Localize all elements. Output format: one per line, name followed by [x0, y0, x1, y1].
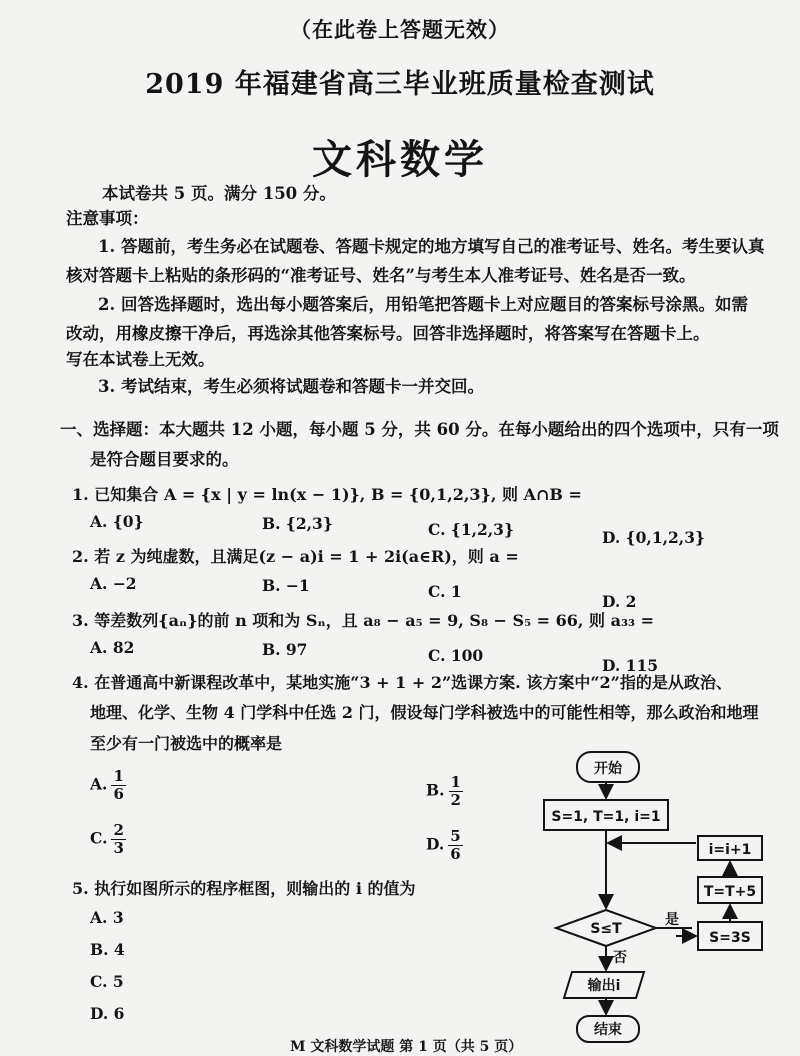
note-line: 改动，用橡皮擦干净后，再选涂其他答案标号。回答非选择题时，将答案写在答题卡上。	[66, 324, 710, 343]
option-label: A.	[90, 774, 108, 794]
question-3-option-b: B. 97	[262, 640, 308, 659]
note-line: 写在本试卷上无效。	[66, 350, 215, 369]
question-1-option-a: A. {0}	[90, 512, 144, 531]
section-heading: 一、选择题：本大题共 12 小题，每小题 5 分，共 60 分。在每小题给出的四个选项中，只有一项	[60, 420, 779, 439]
question-4-option-b	[426, 774, 463, 809]
question-1-option-c: C. {1,2,3}	[428, 520, 514, 539]
init-label: S=1, T=1, i=1	[551, 809, 661, 825]
denominator: 6	[113, 785, 124, 803]
question-5-stem: 5. 执行如图所示的程序框图，则输出的 i 的值为	[72, 879, 416, 898]
update-t-label: T=T+5	[703, 884, 757, 900]
fraction	[448, 828, 462, 863]
question-4-stem: 4. 在普通高中新课程改革中，某地实施“3 + 1 + 2”选课方案. 该方案中“2”指的是从政治、	[72, 673, 732, 692]
note-line: 1. 答题前，考生务必在试题卷、答题卡规定的地方填写自己的准考证号、姓名。考生要认真	[98, 237, 765, 256]
question-3-option-d: D. 115	[602, 656, 659, 675]
question-1-stem: 1. 已知集合 A = {x | y = ln(x − 1)}, B = {0,1,2,3}, 则 A∩B =	[72, 485, 582, 504]
numerator: 1	[113, 767, 124, 785]
section-heading-cont: 是符合题目要求的。	[90, 450, 239, 469]
start-label: 开始	[594, 761, 622, 777]
question-4-stem-cont: 地理、化学、生物 4 门学科中任选 2 门，假设每门学科被选中的可能性相等，那么政治和地理	[90, 703, 759, 722]
note-line: 3. 考试结束，考生必须将试题卷和答题卡一并交回。	[98, 377, 484, 396]
page-footer: M 文科数学试题 第 1 页（共 5 页）	[290, 1039, 523, 1055]
question-3-option-c: C. 100	[428, 646, 484, 665]
no-label: 否	[613, 950, 627, 966]
numerator: 5	[450, 827, 461, 845]
fraction	[449, 774, 463, 809]
update-s-label: S=3S	[709, 930, 751, 946]
question-4-option-d	[426, 828, 463, 863]
yes-label: 是	[665, 912, 679, 928]
question-3-option-a: A. 82	[90, 638, 135, 657]
option-label: D.	[426, 834, 445, 854]
numerator: 2	[113, 821, 124, 839]
option-label: B.	[426, 780, 445, 800]
exam-title: 2019 年福建省高三毕业班质量检查测试	[145, 69, 655, 100]
question-1-option-b: B. {2,3}	[262, 514, 333, 533]
question-3-stem: 3. 等差数列{aₙ}的前 n 项和为 Sₙ，且 a₈ − a₅ = 9, S₈ − S₅ = 66, 则 a₃₃ =	[72, 611, 654, 630]
question-2-option-c: C. 1	[428, 582, 462, 601]
question-2-stem: 2. 若 z 为纯虚数，且满足(z − a)i = 1 + 2i(a∈R)，则 a =	[72, 547, 519, 566]
question-4-stem-cont: 至少有一门被选中的概率是	[90, 734, 283, 753]
option-label: C.	[90, 828, 108, 848]
question-4-option-c	[90, 822, 126, 857]
fraction	[111, 822, 125, 857]
question-5-option-c: C. 5	[90, 972, 124, 991]
update-i-label: i=i+1	[708, 842, 752, 858]
question-2-option-d: D. 2	[602, 592, 637, 611]
exam-summary: 本试卷共 5 页。满分 150 分。	[102, 184, 336, 203]
denominator: 3	[113, 839, 124, 857]
end-label: 结束	[594, 1022, 622, 1038]
question-5-option-d: D. 6	[90, 1004, 125, 1023]
note-line: 2. 回答选择题时，选出每小题答案后，用铅笔把答题卡上对应题目的答案标号涂黑。如需	[98, 295, 748, 314]
numerator: 1	[450, 773, 461, 791]
subject-title: 文科数学	[312, 136, 488, 183]
question-2-option-b: B. −1	[262, 576, 310, 595]
program-flowchart	[530, 740, 790, 1045]
notes-title: 注意事项：	[66, 209, 149, 228]
question-1-option-d: D. {0,1,2,3}	[602, 528, 705, 547]
question-4-option-a	[90, 768, 126, 803]
exam-notice: （在此卷上答题无效）	[290, 17, 510, 42]
question-5-option-b: B. 4	[90, 940, 125, 959]
question-2-option-a: A. −2	[90, 574, 137, 593]
condition-label: S≤T	[590, 921, 622, 937]
note-line: 核对答题卡上粘贴的条形码的“准考证号、姓名”与考生本人准考证号、姓名是否一致。	[66, 266, 696, 285]
fraction	[111, 768, 125, 803]
denominator: 2	[450, 791, 461, 809]
question-5-option-a: A. 3	[90, 908, 124, 927]
output-label: 输出i	[587, 978, 621, 994]
denominator: 6	[450, 845, 461, 863]
